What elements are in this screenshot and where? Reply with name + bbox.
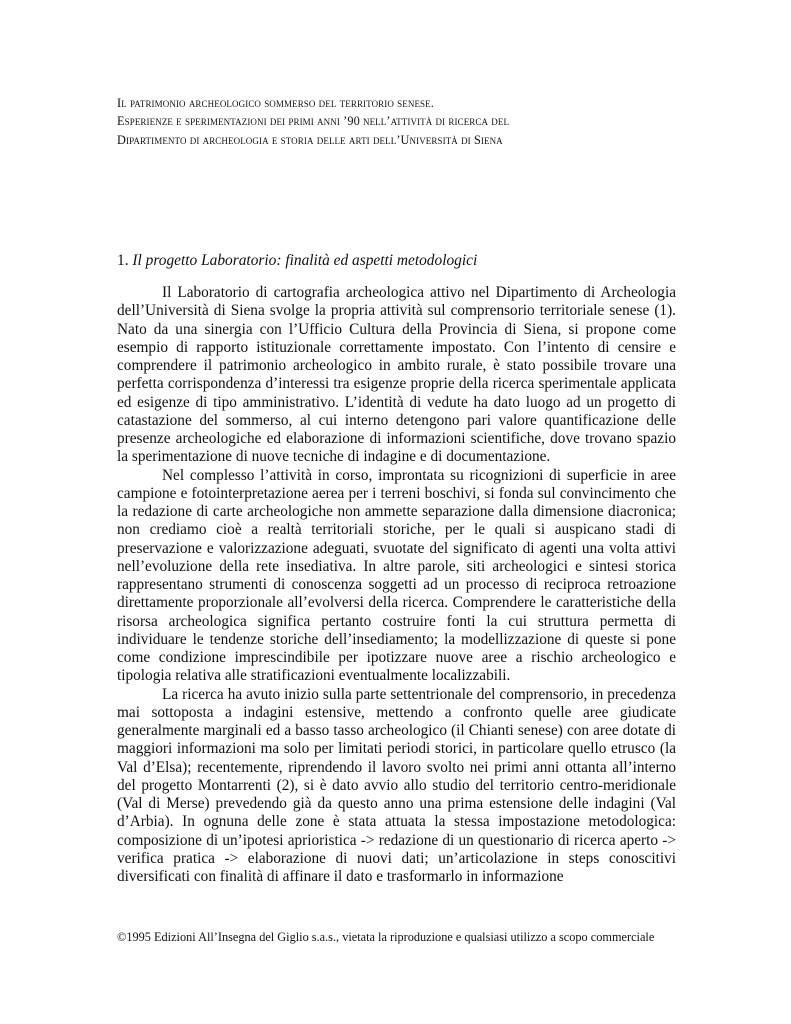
paragraph-2: Nel complesso l’attività in corso, improntata su ricognizioni di superficie in aree campione e fotointerpretazione aerea per i terreni boschivi, si fonda sul convincimento che la redazione di carte archeologiche non ammette separazione dalla dimensione diacronica; non crediamo cioè a realtà territoriali storiche, per le quali si auspicano stadi di preservazione e valorizzazione adeguati, svuotate del significato di agenti una volta attivi nell’evoluzione della rete insediativa. In altre parole, siti archeologici e sintesi storica rappresentano strumenti di conoscenza soggetti ad un processo di reciproca retroazione direttamente proporzionale all’evolversi della ricerca. Comprendere le caratteristiche della risorsa archeologica significa pertanto costruire fonti la cui struttura permetta di individuare le tendenze storiche dell’insediamento; la modellizzazione di queste si pone come condizione imprescindibile per ipotizzare nuove aree a rischio archeologico e tipologia relativa alle stratificazioni eventualmente localizzabili.	[117, 466, 676, 685]
header-line-2: Esperienze e sperimentazioni dei primi anni ’90 nell’attività di ricerca del	[117, 114, 510, 129]
header-line-3: Dipartimento di archeologia e storia delle arti dell’Università di Siena	[117, 132, 503, 147]
paragraph-1: Il Laboratorio di cartografia archeologica attivo nel Dipartimento di Archeologia dell’Università di Siena svolge la propria attività sul comprensorio territoriale senese (1). Nato da una sinergia con l’Ufficio Cultura della Provincia di Siena, si propone come esempio di rapporto istituzionale correttamente impostato. Con l’intento di censire e comprendere il patrimonio archeologico in ambito rurale, è stato possibile trovare una perfetta corrispondenza d’interessi tra esigenze proprie della ricerca sperimentale applicata ed esigenze di tipo amministrativo. L’identità di vedute ha dato luogo ad un progetto di catastazione del sommerso, al cui interno detengono pari valore quantificazione delle presenze archeologiche ed elaborazione di informazioni scientifiche, dove trovano spazio la sperimentazione di nuove tecniche di indagine e di documentazione.	[117, 284, 676, 466]
section-title: Il progetto Laboratorio: finalità ed aspetti metodologici	[132, 252, 478, 269]
article-header	[117, 94, 677, 149]
copyright-footer: ©1995 Edizioni All’Insegna del Giglio s.a.s., vietata la riproduzione e qualsiasi utilizzo a scopo commerciale	[117, 930, 655, 944]
section-number: 1.	[117, 252, 129, 269]
body-text	[117, 284, 676, 886]
header-line-1: Il patrimonio archeologico sommerso del territorio senese.	[117, 96, 434, 110]
section-heading	[117, 252, 477, 270]
paragraph-3: La ricerca ha avuto inizio sulla parte settentrionale del comprensorio, in precedenza mai sottoposta a indagini estensive, mettendo a confronto quelle aree giudicate generalmente marginali ed a basso tasso archeologico (il Chianti senese) con aree dotate di maggiori informazioni ma solo per limitati periodi storici, in particolare quello etrusco (la Val d’Elsa); recentemente, riprendendo il lavoro svolto nei primi anni ottanta all’interno del progetto Montarrenti (2), si è dato avvio allo studio del territorio centro-meridionale (Val di Merse) prevedendo già da questo anno una prima estensione delle indagini (Val d’Arbia). In ognuna delle zone è stata attuata la stessa impostazione metodologica: composizione di un’ipotesi aprioristica -> redazione di un questionario di ricerca aperto -> verifica pratica -> elaborazione di nuovi dati; un’articolazione in steps conoscitivi diversificati con finalità di affinare il dato e trasformarlo in informazione	[117, 685, 676, 885]
